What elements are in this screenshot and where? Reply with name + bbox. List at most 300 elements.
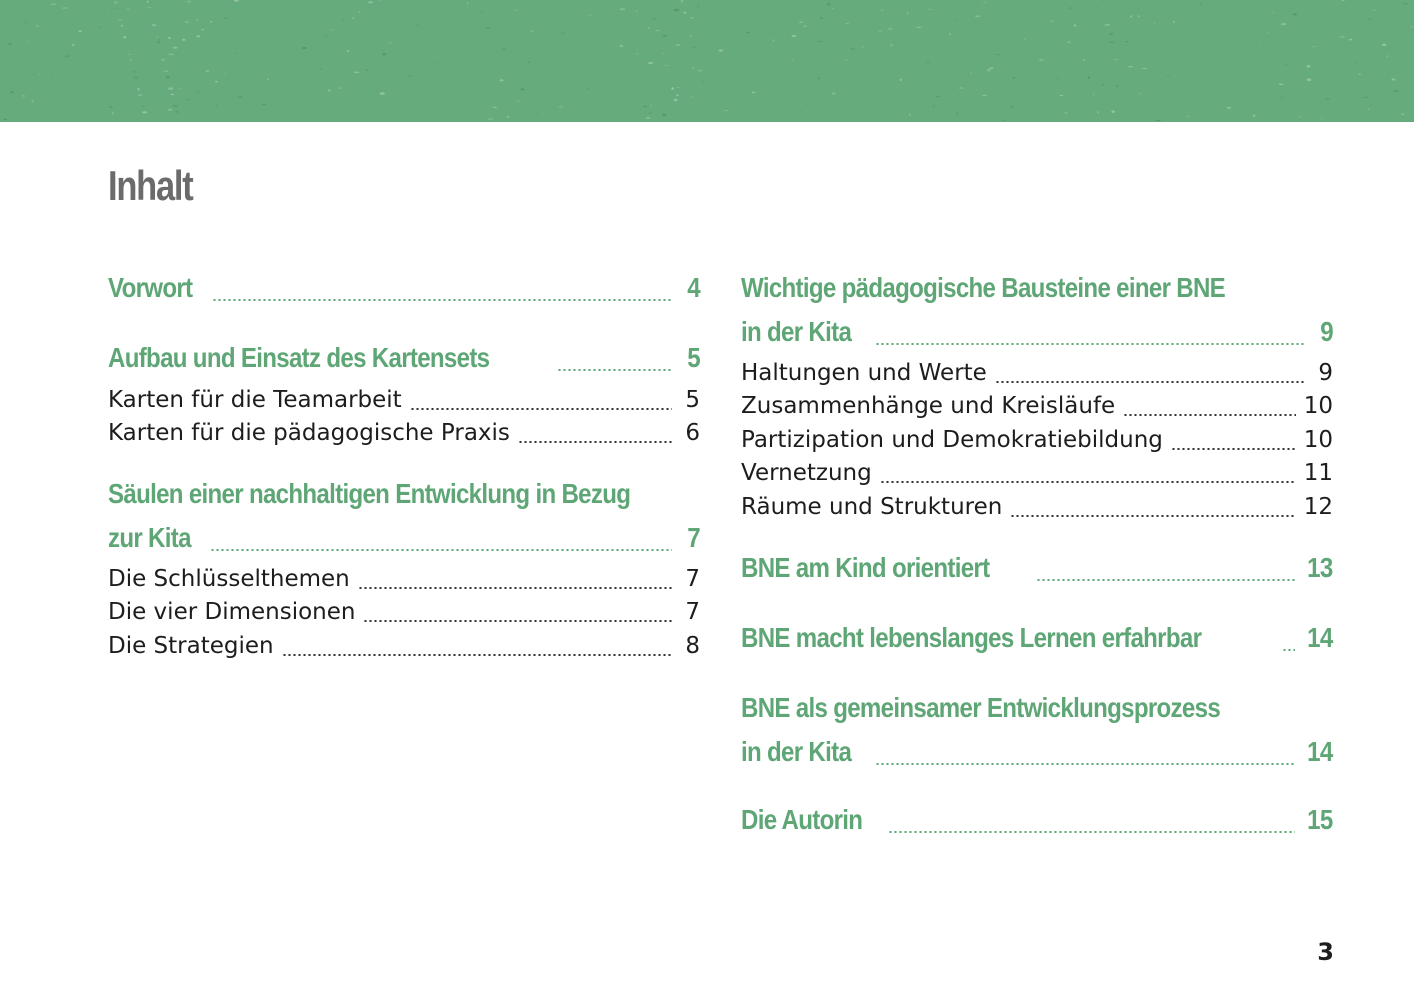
speckle [521,88,524,90]
speckle [239,96,243,98]
toc-entry-title: in der Kita [741,736,852,767]
toc-subentry-praxis[interactable] [108,417,700,451]
speckle [862,46,864,47]
speckle [1368,108,1370,109]
speckle [827,3,831,5]
speckle [697,70,702,72]
speckle [366,69,369,71]
speckle [173,105,178,106]
speckle [963,86,964,87]
toc-subentry-title: Die Strategien [108,633,274,659]
speckle [792,35,797,37]
speckle [72,44,75,47]
speckle [215,81,218,83]
speckle [587,88,590,89]
speckle [224,73,225,75]
speckle [1074,25,1077,27]
speckle [662,114,666,116]
speckle [831,8,833,9]
header-banner [0,0,1414,122]
speckle [820,18,823,19]
speckle [166,76,170,78]
speckle [196,91,199,92]
toc-subentry-page: 7 [685,566,700,592]
toc-entry-page: 13 [1307,552,1333,583]
speckle [168,87,173,89]
speckle [359,11,360,13]
speckle [926,61,931,62]
speckle [620,8,625,10]
speckle [671,87,673,90]
speckle [123,36,126,38]
speckle [1300,116,1302,118]
speckle [935,96,940,97]
speckle [907,12,909,14]
speckle [100,26,102,28]
speckle [1279,84,1284,86]
speckle [1137,15,1140,17]
speckle [151,19,153,20]
speckle [65,55,70,57]
toc-entry-bne-kind[interactable] [741,546,1333,590]
speckle [643,106,647,108]
speckle [664,65,668,66]
speckle [1227,107,1231,109]
speckle [846,23,850,24]
speckle [648,27,650,29]
speckle [342,20,344,21]
toc-subentry-vernetzung[interactable] [741,457,1333,491]
speckle [210,21,212,22]
dot-leader [1123,414,1296,416]
speckle [791,59,793,60]
speckle [674,99,678,101]
speckle [530,31,533,33]
speckle [173,47,178,49]
speckle [987,69,991,71]
speckle [267,79,269,80]
toc-entry-page: 14 [1307,622,1333,653]
speckle [147,1,149,3]
speckle [690,17,694,18]
speckle [1010,106,1014,108]
speckle [900,79,902,81]
speckle [850,48,855,50]
speckle [500,79,504,81]
toc-subentry-title: Zusammenhänge und Kreisläufe [741,393,1116,419]
speckle [1382,44,1386,46]
speckle [1215,98,1217,99]
speckle [467,2,468,4]
speckle [1394,90,1399,92]
toc-entry-title: zur Kita [108,522,191,553]
speckle [156,42,160,43]
speckle [542,114,544,116]
toc-entry-page: 5 [687,342,700,373]
speckle [697,6,699,8]
dot-leader [282,654,672,656]
dot-leader [1282,649,1295,651]
speckle [996,54,1000,55]
toc-subentry-page: 10 [1303,393,1333,419]
speckle [1109,42,1114,43]
speckle [589,14,591,16]
dot-leader [1010,515,1295,517]
toc-entry-page: 14 [1307,736,1333,767]
speckle [1102,84,1104,86]
toc-subentry-page: 11 [1303,460,1333,486]
dot-leader [518,441,672,443]
speckle [1307,65,1311,67]
speckle [170,94,174,95]
speckle [1286,64,1288,66]
dot-leader [880,481,1296,483]
speckle [486,28,490,30]
speckle [1069,7,1072,8]
speckle [1083,59,1085,61]
speckle [1340,36,1345,38]
speckle [1359,74,1362,75]
toc-entry-title-line1: BNE als gemeinsamer Entwicklungsprozess [741,692,1221,723]
speckle [493,107,497,108]
toc-entry-title-line1: Wichtige pädagogische Bausteine einer BNE [741,272,1226,303]
speckle [50,77,52,78]
speckle [1013,77,1015,78]
speckle [262,104,266,106]
speckle [0,59,2,60]
speckle [1373,10,1378,11]
speckle [1154,23,1156,25]
toc-entry-title: Die Autorin [741,804,863,835]
speckle [516,101,519,102]
toc-entry-page: 4 [687,272,700,303]
speckle [133,71,136,73]
speckle [1079,42,1081,43]
speckle [662,53,665,54]
speckle [1003,120,1007,121]
speckle [8,43,12,45]
toc-entry-title: BNE macht lebenslanges Lernen erfahrbar [741,622,1202,653]
toc-subentry-title: Die vier Dimensionen [108,599,356,625]
toc-subentry-teamarbeit[interactable] [108,384,700,418]
speckle [380,92,385,95]
speckle [1387,55,1388,57]
dot-leader [557,369,672,371]
speckle [888,28,893,30]
speckle [159,39,161,41]
speckle [168,109,172,111]
speckle [177,89,182,90]
speckle [970,72,971,74]
page-number: 3 [1317,938,1334,966]
speckle [817,77,820,79]
speckle [1391,78,1395,80]
speckle [989,67,993,69]
speckle [702,81,704,83]
dot-leader [995,381,1305,383]
speckle [916,27,922,29]
speckle [817,41,822,43]
speckle [1342,0,1345,1]
speckle [648,62,653,64]
speckle [1142,68,1147,69]
dot-leader [875,343,1305,345]
speckle [116,8,118,9]
speckle [1140,93,1142,95]
toc-entry-title: in der Kita [741,316,852,347]
toc-subentry-page: 9 [1318,360,1333,386]
toc-subentry-haltungen[interactable] [741,357,1333,391]
toc-entry-page: 9 [1320,316,1333,347]
speckle [693,46,696,48]
speckle [1293,13,1297,15]
speckle [114,1,118,3]
speckle [142,106,144,107]
speckle [831,92,835,94]
speckle [933,105,935,107]
speckle [163,71,168,73]
speckle [909,114,911,116]
dot-leader [358,587,672,589]
speckle [126,9,131,10]
speckle [201,29,204,30]
speckle [1173,21,1176,23]
speckle [1097,111,1099,113]
speckle [25,21,27,24]
speckle [949,33,951,36]
toc-subentry-zusammenhaenge[interactable] [741,390,1333,424]
speckle [1401,113,1404,115]
speckle [1271,12,1274,13]
toc-entry-bne-prozess[interactable] [741,686,1333,774]
toc-subentry-strategien[interactable] [108,630,700,664]
speckle [674,9,679,12]
speckle [1356,62,1357,64]
toc-entry-page: 7 [687,522,700,553]
speckle [347,50,350,52]
speckle [507,116,510,118]
speckle [1130,15,1132,17]
speckle [890,44,893,47]
speckle [389,43,392,44]
toc-subentry-title: Räume und Strukturen [741,494,1003,520]
toc-entry-autorin[interactable] [741,798,1333,842]
speckle [1050,21,1054,22]
speckle [653,18,656,19]
speckle [479,12,483,13]
toc-subentry-page: 12 [1303,494,1333,520]
dot-leader [410,408,672,410]
speckle [156,36,157,38]
speckle [133,76,138,79]
speckle [175,111,178,113]
speckle [561,33,565,34]
speckle [1403,3,1408,5]
speckle [676,94,679,96]
toc-entry-aufbau[interactable] [108,336,700,380]
toc-subentry-title: Karten für die pädagogische Praxis [108,420,510,446]
speckle [330,30,333,31]
speckle [119,19,122,20]
speckle [1039,59,1044,61]
speckle [10,91,13,93]
speckle [187,0,191,2]
speckle [681,0,683,2]
speckle [1102,7,1103,8]
speckle [337,87,341,89]
speckle [185,21,190,23]
speckle [323,36,328,37]
toc-subentry-dimensionen[interactable] [108,596,700,630]
speckle [352,17,355,19]
speckle [1156,120,1161,121]
toc-subentry-title: Vernetzung [741,460,872,486]
speckle [1064,112,1067,114]
speckle [648,113,652,114]
speckle [1349,39,1352,41]
speckle [417,24,418,26]
speckle [121,25,123,27]
toc-subentry-title: Haltungen und Werte [741,360,987,386]
speckle [655,30,660,31]
toc-subentry-schluesselthemen[interactable] [108,563,700,597]
dot-leader [1171,448,1296,450]
speckle [234,53,236,54]
speckle [559,106,563,108]
speckle [1166,75,1171,76]
toc-entry-vorwort[interactable] [108,266,700,310]
toc-entry-bausteine[interactable] [741,266,1333,354]
speckle [368,1,373,3]
toc-subentry-page: 10 [1303,427,1333,453]
dot-leader [875,763,1295,765]
speckle [1255,41,1257,42]
speckle [168,37,171,39]
speckle [1093,94,1095,95]
speckle [806,111,807,112]
speckle [881,10,884,11]
speckle [1253,114,1256,117]
toc-subentry-page: 6 [685,420,700,446]
speckle [723,110,728,111]
toc-subentry-partizipation[interactable] [741,424,1333,458]
speckle [982,95,987,96]
speckle [502,48,506,50]
speckle [1060,95,1063,97]
dot-leader [1036,579,1296,581]
speckle [1321,118,1324,119]
speckle [137,88,139,90]
speckle [168,54,173,55]
speckle [187,99,191,100]
speckle [436,57,438,58]
speckle [112,112,114,114]
speckle [147,7,152,8]
speckle [225,18,228,19]
speckle [1128,66,1133,67]
speckle [79,30,82,32]
speckle [408,75,412,77]
toc-entry-bne-lernen[interactable] [741,616,1333,660]
speckle [773,39,775,41]
dot-leader [210,549,672,551]
speckle [126,43,128,44]
speckle [1201,3,1202,5]
dot-leader [888,831,1295,833]
speckle [690,96,693,98]
dot-leader [363,620,672,622]
speckle [752,92,756,94]
toc-entry-page: 15 [1307,804,1333,835]
speckle [215,105,218,106]
speckle [196,35,200,37]
speckle [1024,38,1025,40]
banner-texture [0,0,1414,122]
speckle [206,70,210,72]
toc-subentry-page: 8 [685,633,700,659]
speckle [1281,97,1283,99]
speckle [620,45,624,47]
speckle [636,10,637,12]
toc-subentry-page: 5 [685,387,700,413]
speckle [39,74,41,75]
speckle [1116,85,1118,87]
speckle [1377,21,1379,22]
speckle [32,100,35,102]
toc-entry-saeulen[interactable] [108,472,700,560]
speckle [3,119,7,120]
speckle [959,87,964,88]
speckle [138,94,143,96]
speckle [514,10,517,11]
speckle [196,19,198,21]
speckle [528,62,530,63]
speckle [234,0,239,2]
speckle [22,95,25,97]
speckle [719,49,724,51]
speckle [62,7,67,9]
speckle [1111,110,1115,113]
speckle [1311,46,1316,47]
speckle [636,53,638,54]
speckle [382,53,386,56]
speckle [1055,78,1059,79]
speckle [1109,33,1113,35]
speckle [1104,24,1110,26]
speckle [646,117,651,119]
speckle [1368,19,1372,20]
speckle [690,35,691,37]
toc-entry-title: BNE am Kind orientiert [741,552,990,583]
speckle [182,39,185,41]
speckle [1187,116,1190,118]
speckle [1410,26,1413,28]
speckle [662,35,667,37]
speckle [319,69,323,70]
toc-subentry-raeume[interactable] [741,491,1333,525]
speckle [142,111,147,113]
speckle [161,54,162,55]
speckle [128,54,131,55]
speckle [380,0,382,1]
speckle [676,87,681,88]
speckle [1114,59,1119,61]
speckle [982,2,987,3]
speckle [1281,23,1286,25]
speckle [956,112,958,114]
speckle [1370,103,1371,105]
speckle [650,105,652,107]
